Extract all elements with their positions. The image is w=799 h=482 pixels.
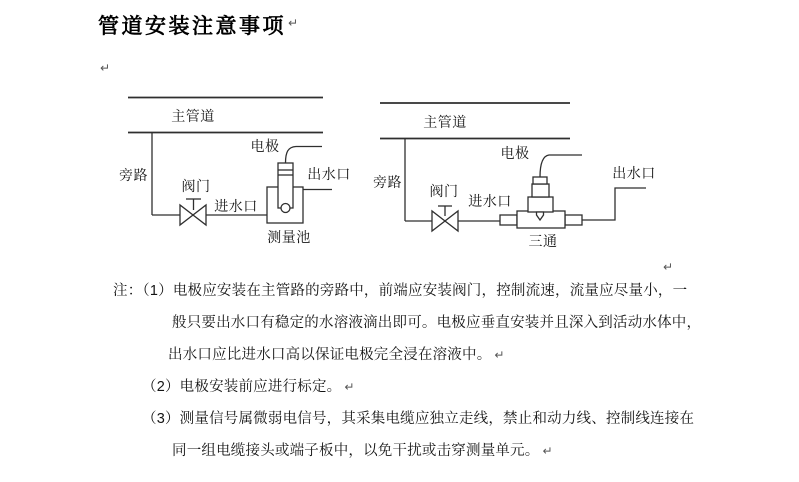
note-text: 般只要出水口有稳定的水溶液滴出即可。电极应垂直安装并且深入到活动水体中，: [172, 315, 702, 331]
paragraph-mark: ↵: [494, 348, 505, 362]
outlet-label: 出水口: [307, 166, 351, 182]
valve-right-triangle: [193, 205, 206, 225]
valve-label: 阀门: [429, 183, 459, 199]
electrode-label: 电极: [500, 145, 530, 161]
page-title: 管道安装注意事项: [98, 15, 286, 38]
inlet-label: 进水口: [468, 193, 512, 209]
note-line: [168, 347, 505, 363]
diagram-measuring-vessel: [95, 60, 357, 260]
bypass-label: 旁路: [119, 167, 148, 183]
valve-right-triangle: [445, 211, 458, 231]
electrode-cap: [533, 177, 547, 184]
valve-symbol: [432, 206, 458, 231]
note-text: 同一组电缆接头或端子板中，以免干扰或击穿测量单元。: [172, 443, 540, 459]
note-text: 出水口应比进水口高以保证电极完全浸在溶液中。: [168, 347, 492, 363]
paragraph-mark: ↵: [344, 380, 355, 394]
paragraph-mark: ↵: [663, 260, 674, 274]
note-line: [172, 443, 553, 459]
electrode-collar: [528, 197, 553, 212]
outlet-label: 出水口: [612, 165, 656, 181]
electrode-label: 电极: [250, 138, 280, 154]
diagram-tee-fitting: [370, 85, 670, 255]
tee-left-flange: [500, 215, 517, 225]
main-pipe-label: 主管道: [171, 108, 215, 124]
paragraph-mark: ↵: [542, 444, 553, 458]
vessel-label: 测量池: [267, 229, 311, 245]
valve-left-triangle: [432, 211, 445, 231]
outlet-line: [582, 188, 646, 220]
electrode-cable: [540, 155, 582, 177]
electrode-symbol: [528, 155, 582, 220]
valve-symbol: [180, 199, 206, 225]
electrode-body: [532, 184, 549, 197]
note-line: [172, 315, 704, 331]
electrode-cable: [286, 147, 323, 164]
tee-right-flange: [565, 215, 582, 225]
valve-left-triangle: [180, 205, 193, 225]
note-line: [142, 411, 697, 427]
paragraph-mark: ↵: [288, 16, 299, 30]
paragraph-mark: ↵: [100, 61, 111, 75]
electrode-tip: [281, 204, 290, 213]
note-line: [142, 379, 355, 395]
main-pipe-label: 主管道: [423, 114, 467, 130]
note-text: （3）测量信号属微弱电信号，其采集电缆应独立走线，禁止和动力线、控制线连接在: [142, 411, 695, 427]
note-text: （2）电极安装前应进行标定。: [142, 379, 342, 395]
valve-label: 阀门: [181, 178, 211, 194]
note-line: [113, 283, 690, 299]
bypass-label: 旁路: [373, 174, 402, 190]
inlet-label: 进水口: [214, 198, 258, 214]
note-text: 注：（1）电极应安装在主管路的旁路中，前端应安装阀门，控制流速，流量应尽量小，一: [113, 283, 688, 299]
tee-label: 三通: [528, 233, 558, 249]
